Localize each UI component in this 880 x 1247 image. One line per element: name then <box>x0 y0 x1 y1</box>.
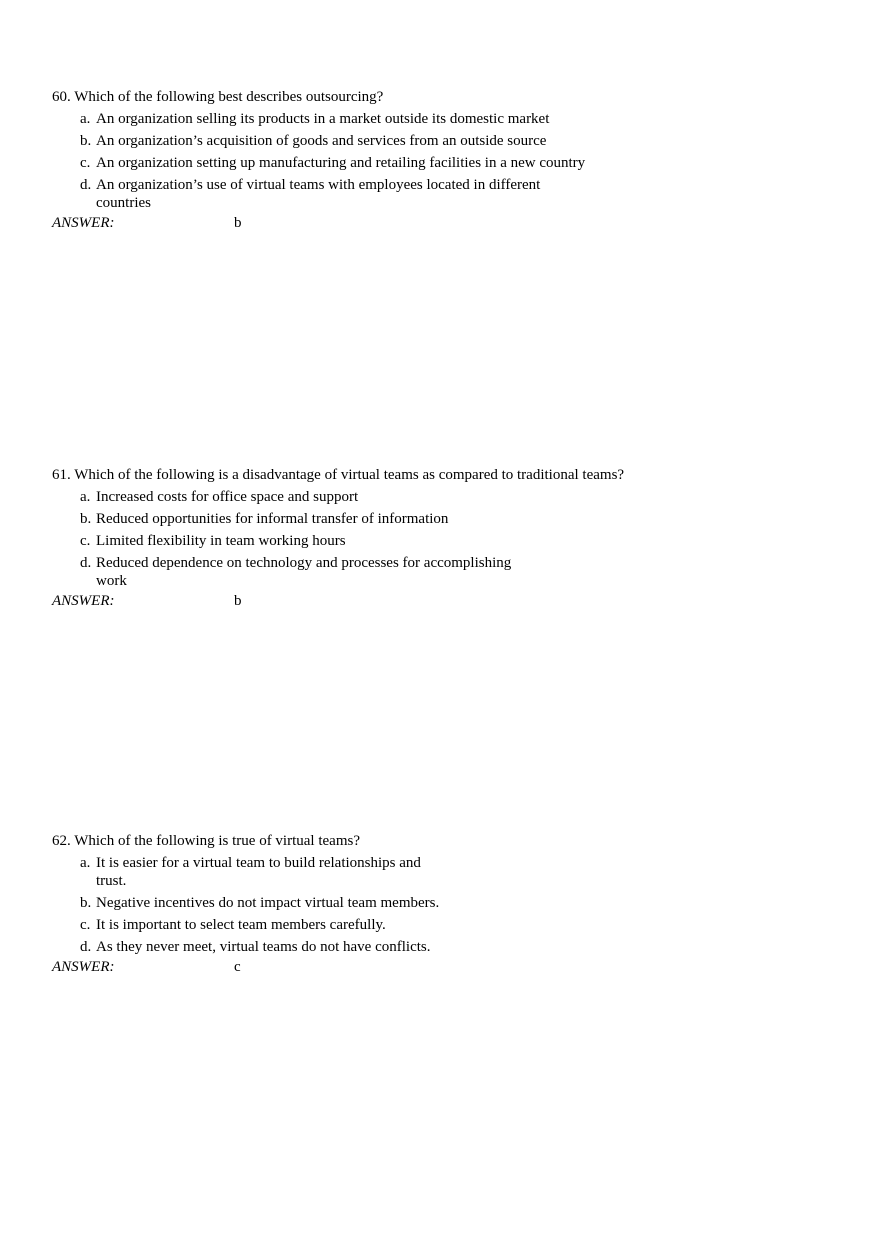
question-stem: 61. Which of the following is a disadvantage of virtual teams as compared to traditional teams? <box>52 467 625 483</box>
option-letter: b. <box>80 895 92 911</box>
option-d <box>52 938 832 956</box>
option-a <box>52 854 832 890</box>
option-d <box>52 176 832 212</box>
options-list <box>52 488 832 590</box>
option-letter: a. <box>80 489 91 505</box>
option-b <box>52 894 832 912</box>
option-letter: b. <box>80 133 92 149</box>
option-b <box>52 510 832 528</box>
answer-row <box>52 214 832 232</box>
question-62 <box>52 832 832 976</box>
option-letter: b. <box>80 511 92 527</box>
option-text: An organization’s use of virtual teams with employees located in different countries <box>96 177 541 211</box>
answer-value: c <box>234 959 241 975</box>
option-letter: a. <box>80 855 91 871</box>
option-text: Reduced dependence on technology and processes for accomplishing work <box>96 555 512 589</box>
question-60 <box>52 88 832 232</box>
answer-value: b <box>234 215 242 231</box>
option-letter: c. <box>80 917 91 933</box>
option-letter: c. <box>80 533 91 549</box>
answer-label: ANSWER: <box>52 959 115 975</box>
option-text: An organization selling its products in a market outside its domestic market <box>96 111 550 127</box>
option-c <box>52 916 832 934</box>
answer-label: ANSWER: <box>52 593 115 609</box>
answer-label: ANSWER: <box>52 215 115 231</box>
question-stem: 60. Which of the following best describes outsourcing? <box>52 89 384 105</box>
options-list <box>52 854 832 956</box>
answer-row <box>52 592 832 610</box>
option-text: Limited flexibility in team working hours <box>96 533 346 549</box>
option-letter: a. <box>80 111 91 127</box>
option-a <box>52 488 832 506</box>
options-list <box>52 110 832 212</box>
question-stem: 62. Which of the following is true of virtual teams? <box>52 833 360 849</box>
option-c <box>52 532 832 550</box>
option-letter: d. <box>80 939 92 955</box>
option-letter: c. <box>80 155 91 171</box>
option-c <box>52 154 832 172</box>
option-text: As they never meet, virtual teams do not have conflicts. <box>96 939 431 955</box>
option-text: Increased costs for office space and support <box>96 489 359 505</box>
option-d <box>52 554 832 590</box>
option-a <box>52 110 832 128</box>
option-text: Negative incentives do not impact virtual team members. <box>96 895 440 911</box>
answer-row <box>52 958 832 976</box>
option-letter: d. <box>80 177 92 193</box>
option-text: It is easier for a virtual team to build relationships and trust. <box>96 855 421 889</box>
option-text: An organization’s acquisition of goods and services from an outside source <box>96 133 547 149</box>
option-letter: d. <box>80 555 92 571</box>
option-text: An organization setting up manufacturing and retailing facilities in a new country <box>96 155 586 171</box>
option-text: Reduced opportunities for informal transfer of information <box>96 511 449 527</box>
question-61 <box>52 466 832 610</box>
option-text: It is important to select team members carefully. <box>96 917 386 933</box>
option-b <box>52 132 832 150</box>
answer-value: b <box>234 593 242 609</box>
